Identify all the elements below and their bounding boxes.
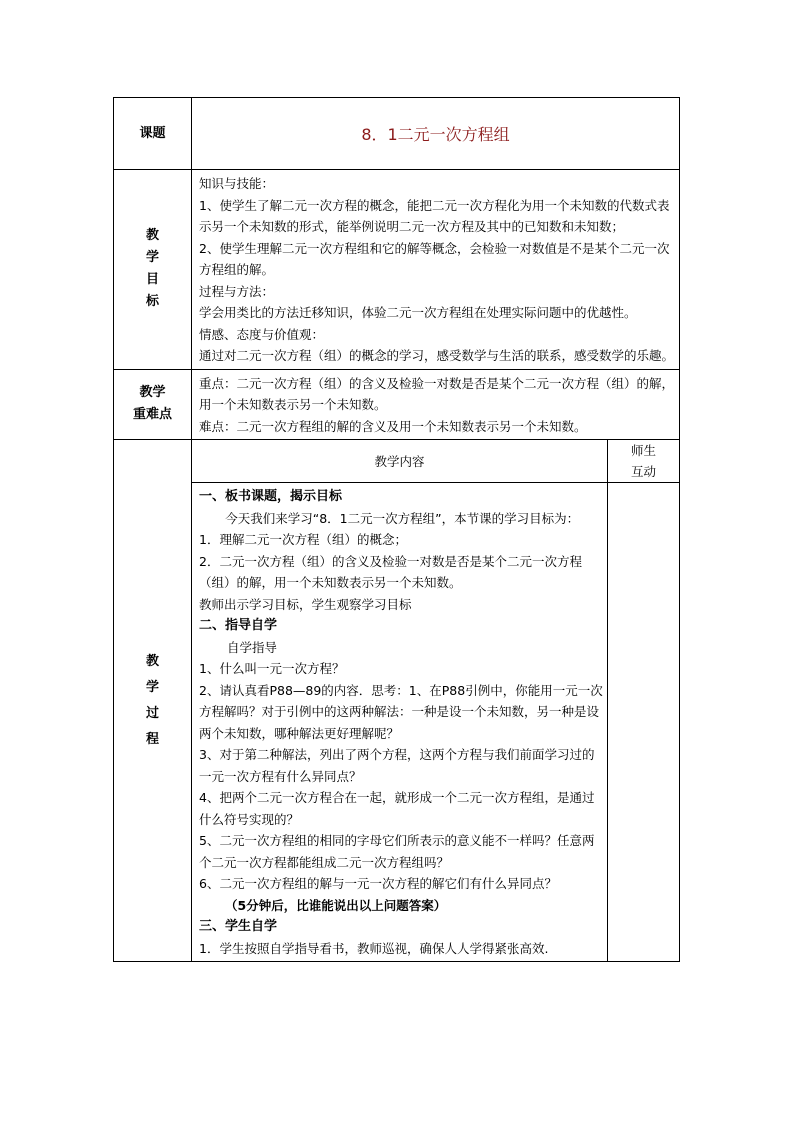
list-item: 2、请认真看P88—89的内容．思考：1、在P88引例中，你能用一元一次方程解吗？对于引例中的这两种解法：一种是设一个未知数，另一种是设两个未知数，哪种解法更好理解呢？ [199,682,603,741]
process-body-row [114,483,680,962]
list-item: 5、二元一次方程组的相同的字母它们所表示的意义能不一样吗？任意两个二元一次方程都能组成二元一次方程组吗？ [199,833,595,870]
process-label: 教 学 过 程 [114,440,192,962]
lesson-title: 8．1二元一次方程组 [192,98,680,170]
objectives-label: 教 学 目 标 [114,170,192,370]
objectives-row [114,170,680,370]
list-item: 3、对于第二种解法，列出了两个方程，这两个方程与我们前面学习过的一元一次方程有什么异同点？ [199,747,595,784]
key-point-line: 重点：二元一次方程（组）的含义及检验一对数是否是某个二元一次方程（组）的解，用一个未知数表示另一个未知数。 [199,375,675,412]
list-item: 2．二元一次方程（组）的含义及检验一对数是否是某个二元一次方程（组）的解，用一个未知数表示另一个未知数。 [199,553,582,590]
objective-line: 情感、态度与价值观： [199,326,325,342]
objective-line: 学会用类比的方法迁移知识，体验二元一次方程组在处理实际问题中的优越性。 [199,305,637,320]
process-content [192,483,608,962]
objective-line: 知识与技能： [199,176,275,191]
key-points-label: 教学 重难点 [114,369,192,440]
section-note: 教师出示学习目标，学生观察学习目标 [199,596,412,612]
objective-line: 通过对二元一次方程（组）的概念的学习，感受数学与生活的联系，感受数学的乐趣。 [199,348,675,363]
section-intro: 今天我们来学习“8．1二元一次方程组”，本节课的学习目标为： [225,510,580,526]
section-subheading: 自学指导 [227,639,278,655]
list-item: 1、什么叫一元一次方程？ [199,661,345,676]
section-emphasis: （5分钟后，比谁能说出以上问题答案） [225,897,447,913]
section-heading: 三、学生自学 [199,919,278,934]
content-header: 教学内容 [192,440,608,483]
list-item: 1．学生按照自学指导看书，教师巡视，确保人人学得紧张高效. [199,940,549,956]
topic-row [114,98,680,170]
objective-line: 过程与方法： [199,283,275,299]
interaction-header: 师生 互动 [608,440,680,483]
list-item: 4、把两个二元一次方程合在一起，就形成一个二元一次方程组，是通过什么符号实现的？ [199,790,595,827]
section-heading: 二、指导自学 [199,618,278,633]
objective-line: 1、使学生了解二元一次方程的概念，能把二元一次方程化为用一个未知数的代数式表示另一个未知数的形式，能举例说明二元一次方程及其中的已知数和未知数； [199,197,670,234]
interaction-column [608,483,680,962]
list-item: 1．理解二元一次方程（组）的概念； [199,532,407,547]
key-points-content [192,369,680,440]
topic-label: 课题 [114,98,192,170]
key-points-row [114,369,680,440]
section-heading: 一、板书课题，揭示目标 [199,489,343,504]
lesson-plan-table [113,97,680,962]
objectives-content [192,170,680,370]
process-header-row [114,440,680,483]
key-point-line: 难点：二元一次方程组的解的含义及用一个未知数表示另一个未知数。 [199,418,587,434]
objective-line: 2、使学生理解二元一次方程组和它的解等概念，会检验一对数值是不是某个二元一次方程组的解。 [199,240,670,277]
list-item: 6、二元一次方程组的解与一元一次方程的解它们有什么异同点？ [199,876,557,891]
